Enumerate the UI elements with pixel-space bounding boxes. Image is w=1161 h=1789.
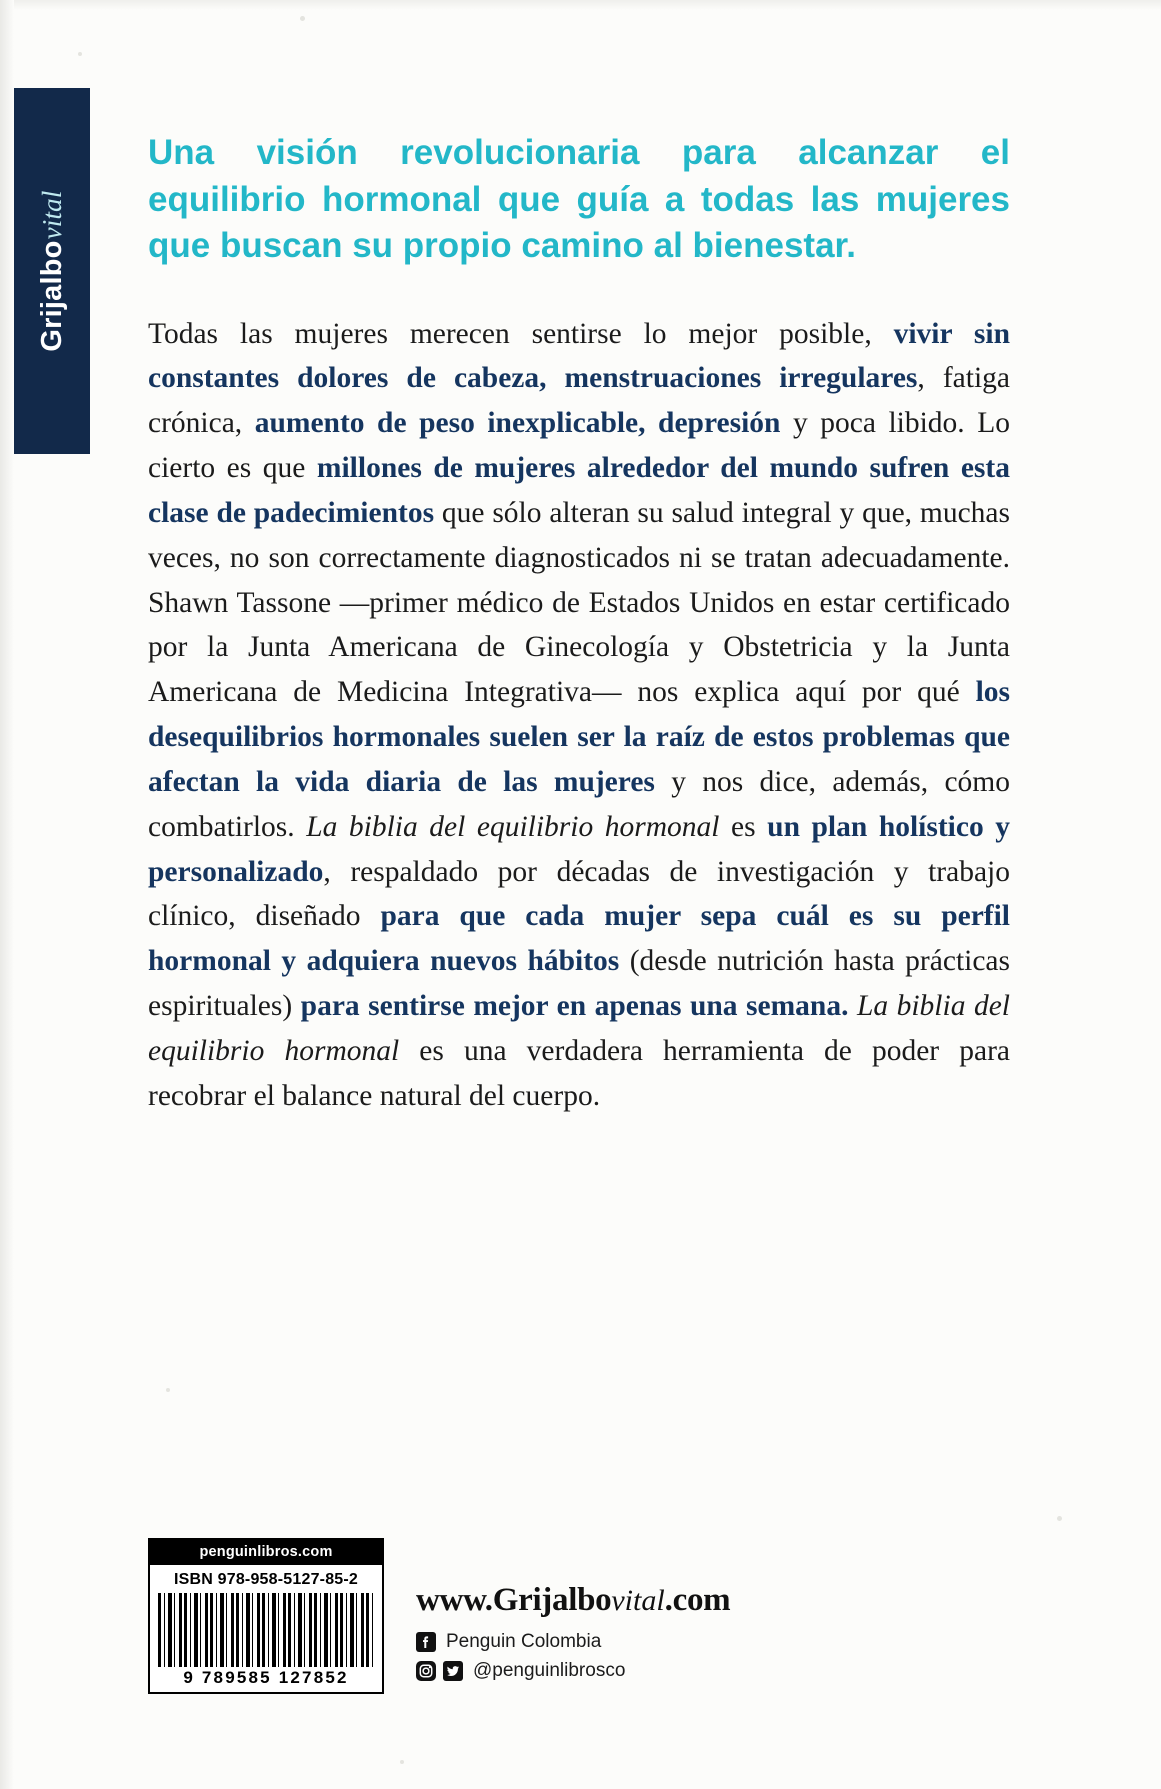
scan-edge-top	[0, 0, 1161, 10]
blurb-text: y nos dice, además, cómo combatirlos.	[148, 765, 1010, 843]
book-title-italic: La biblia del equilibrio hormonal	[148, 990, 1010, 1067]
book-title-italic: La biblia del equilibrio hormonal	[306, 810, 720, 843]
blurb-highlight: los desequilibrios hormonales suelen ser la raíz de estos problemas que afectan la vida diaria de las mujeres	[148, 676, 1010, 798]
blurb-text: es	[719, 810, 768, 843]
barcode-bars	[158, 1593, 374, 1667]
instagram-icon	[416, 1661, 436, 1681]
blurb-highlight: vivir sin constantes dolores de cabeza, menstruaciones irregulares	[148, 317, 1010, 395]
twitter-icon	[443, 1661, 463, 1681]
barcode-digits: 9 789585 127852	[183, 1668, 349, 1687]
imprint-name-italic: vital	[36, 190, 67, 240]
page-title: Una visión revolucionaria para alcanzar el equilibrio hormonal que guía a todas las mujeres que buscan su propio camino al bienestar.	[148, 133, 1010, 266]
blurb-text: , respaldado por décadas de investigación y trabajo clínico, diseñado	[148, 855, 1010, 933]
imprint-logo	[14, 88, 90, 454]
website-url-main: www.Grijalbo	[416, 1582, 612, 1618]
facebook-icon	[416, 1632, 436, 1652]
scan-speck	[166, 1388, 170, 1392]
facebook-label: Penguin Colombia	[446, 1631, 602, 1652]
scan-speck	[300, 16, 305, 21]
blurb-text: y poca libido. Lo cierto es que	[148, 407, 1010, 485]
blurb-highlight: un plan holístico y personalizado	[148, 810, 1011, 888]
blurb-highlight: aumento de peso inexplicable, depresión	[254, 407, 781, 440]
blurb-text	[848, 990, 857, 1022]
scan-edge-left	[0, 0, 14, 1789]
isbn-label: ISBN 978-958-5127-85-2	[173, 1571, 359, 1588]
blurb-highlight: millones de mujeres alrededor del mundo sufren esta clase de padecimientos	[148, 452, 1010, 529]
blurb-paragraph	[148, 312, 1010, 1119]
publisher-site-label: penguinlibros.com	[150, 1540, 382, 1565]
blurb-text: , fatiga crónica,	[148, 362, 1010, 440]
cover-footer	[148, 1538, 1028, 1738]
scan-speck	[1057, 1516, 1062, 1521]
blurb-text: que sólo alteran su salud integral y que, muchas veces, no son correctamente diagnosticados ni se tratan adecuadamente. Shawn Tassone —primer médico de Estados Unidos en estar certificado por la Junta Americana de Ginecología y Obstetricia y la Junta Americana de Medicina Integrativa— nos explica aquí por qué	[148, 496, 1011, 709]
web-and-social-block	[416, 1582, 730, 1682]
social-handle-row[interactable]	[416, 1660, 730, 1682]
scan-speck	[78, 52, 82, 56]
spine-band	[14, 88, 90, 454]
blurb-text: es una verdadera herramienta de poder para recobrar el balance natural del cuerpo.	[148, 1034, 1010, 1112]
facebook-row[interactable]	[416, 1631, 730, 1653]
social-handle-label: @penguinlibrosco	[473, 1660, 626, 1681]
blurb-text: Todas las mujeres merecen sentirse lo mejor posible,	[148, 317, 894, 350]
blurb-text: (desde nutrición hasta prácticas espirituales)	[148, 945, 1010, 1023]
website-url-italic: vital	[611, 1584, 665, 1617]
website-url	[416, 1582, 730, 1619]
barcode-block	[148, 1538, 384, 1694]
imprint-name: Grijalbo	[35, 240, 68, 352]
cover-text-column	[148, 130, 1010, 1119]
blurb-highlight: para que cada mujer sepa cuál es su perfil hormonal y adquiera nuevos hábitos	[148, 900, 1011, 978]
scan-speck	[400, 1760, 404, 1764]
website-url-tld: .com	[664, 1582, 731, 1618]
blurb-highlight: para sentirse mejor en apenas una semana.	[300, 990, 849, 1023]
